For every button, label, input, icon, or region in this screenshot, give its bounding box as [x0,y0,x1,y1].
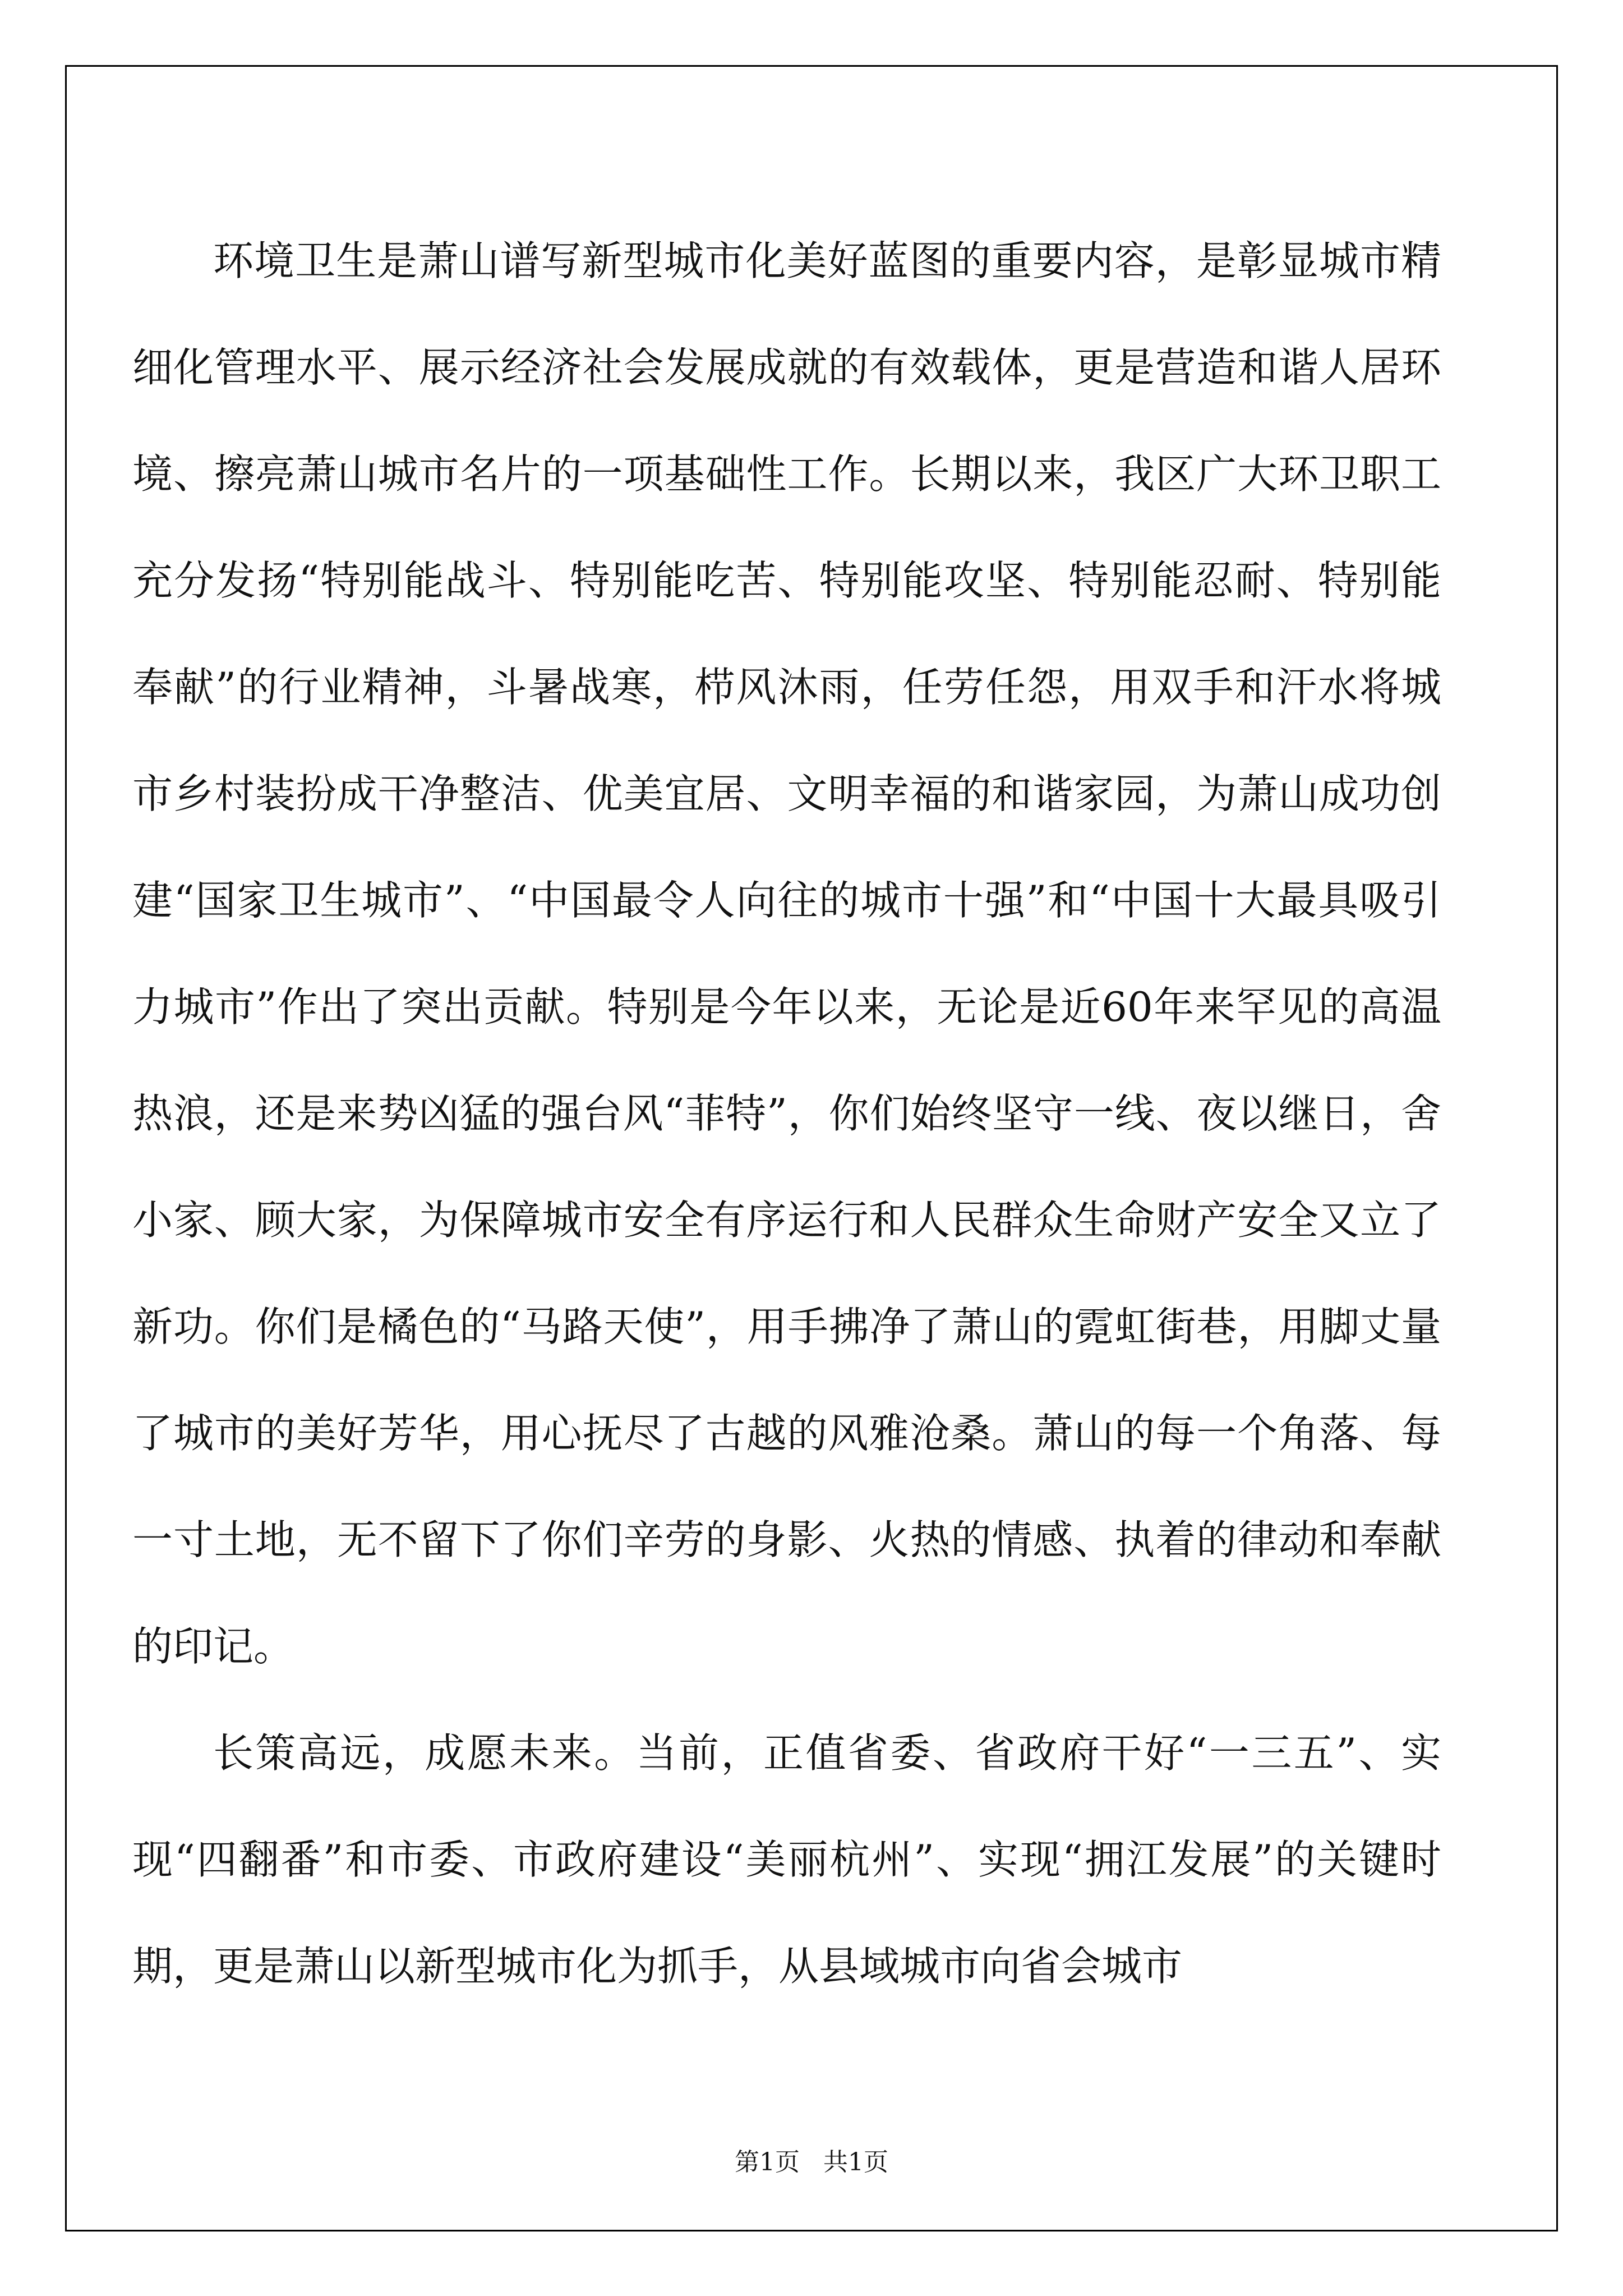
paragraph-1: 环境卫生是萧山谱写新型城市化美好蓝图的重要内容，是彰显城市精细化管理水平、展示经济社会发展成就的有效载体，更是营造和谐人居环境、擦亮萧山城市名片的一项基础性工作。长期以来，我区广大环卫职工充分发扬“特别能战斗、特别能吃苦、特别能攻坚、特别能忍耐、特别能奉献”的行业精神，斗暑战寒，栉风沐雨，任劳任怨，用双手和汗水将城市乡村装扮成干净整洁、优美宜居、文明幸福的和谐家园，为萧山成功创建“国家卫生城市”、“中国最令人向往的城市十强”和“中国十大最具吸引力城市”作出了突出贡献。特别是今年以来，无论是近60年来罕见的高温热浪，还是来势凶猛的强台风“菲特”，你们始终坚守一线、夜以继日，舍小家、顾大家，为保障城市安全有序运行和人民群众生命财产安全又立了新功。你们是橘色的“马路天使”，用手拂净了萧山的霓虹街巷，用脚丈量了城市的美好芳华，用心抚尽了古越的风雅沧桑。萧山的每一个角落、每一寸土地，无不留下了你们辛劳的身影、火热的情感、执着的律动和奉献的印记。 [132,237,1441,1670]
document-body [132,208,1441,2019]
paragraph-2: 长策高远，成愿未来。当前，正值省委、省政府干好“一三五”、实现“四翻番”和市委、市政府建设“美丽杭州”、实现“拥江发展”的关键时期，更是萧山以新型城市化为抓手，从县域城市向省会城市 [132,1729,1441,1990]
page-number-footer: 第1页 共1页 [735,2148,888,2177]
